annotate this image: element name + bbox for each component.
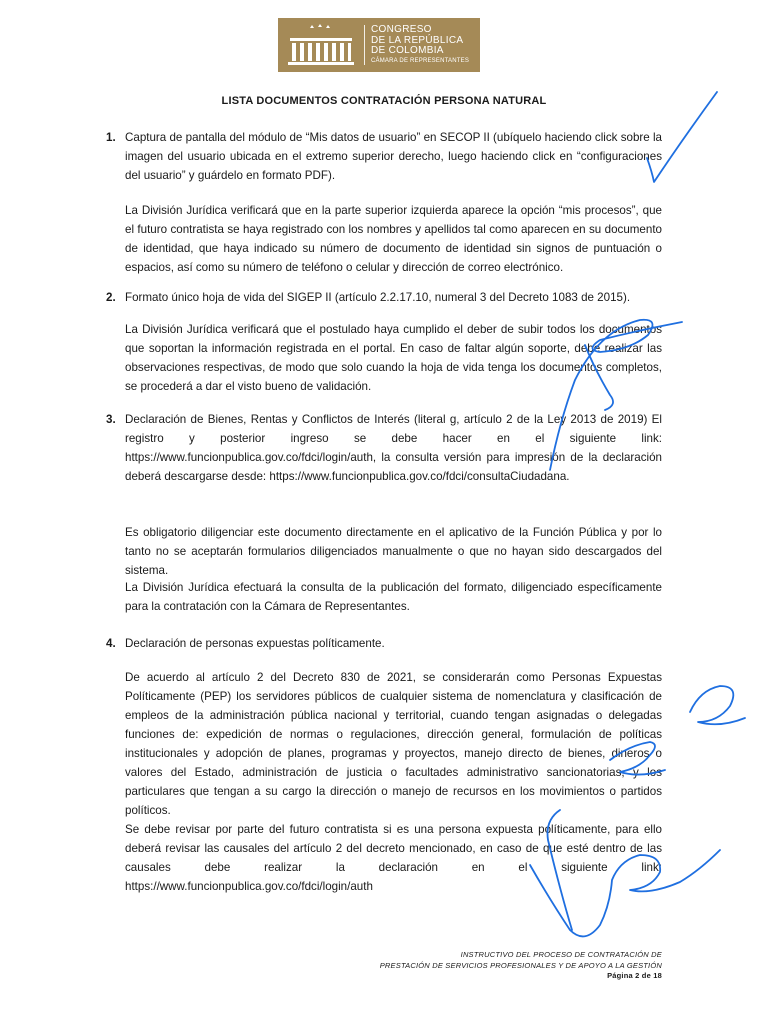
item-1-paragraph: La División Jurídica verificará que en la parte superior izquierda aparece la opción “mis procesos”, que el futuro contratista se haya registrado con los nombres y apellidos tal como aparecen en su documento de identidad, que haya indicado su número de documento de identidad sin signos de puntuación o espacios, así como su número de teléfono o celular y dirección de correo electrónico. xyxy=(125,204,662,274)
logo-text xyxy=(365,25,480,65)
signature-stroke-3 xyxy=(690,686,745,724)
logo-line-2: DE LA REPÚBLICA xyxy=(371,34,464,46)
item-text: Captura de pantalla del módulo de “Mis datos de usuario” en SECOP II (ubíquelo haciendo click sobre la imagen del usuario ubicada en el extremo superior derecho, luego haciendo click en “configuraciones del usuario” y guárdelo en formato PDF). xyxy=(125,131,662,182)
item-number: 2. xyxy=(106,291,116,304)
item-number: 4. xyxy=(106,637,116,650)
logo-subline: CÁMARA DE REPRESENTANTES xyxy=(371,57,470,64)
item-number: 3. xyxy=(106,413,116,426)
document-title: LISTA DOCUMENTOS CONTRATACIÓN PERSONA NATURAL xyxy=(221,95,547,107)
item-number: 1. xyxy=(106,131,116,144)
item-3-paragraph-1: Es obligatorio diligenciar este documento directamente en el aplicativo de la Función Pública y por lo tanto no se aceptarán formularios diligenciados manualmente o que no hayan sido descargados del sistema. xyxy=(125,526,662,577)
item-3-paragraph-2: La División Jurídica efectuará la consulta de la publicación del formato, diligenciado específicamente para la contratación con la Cámara de Representantes. xyxy=(125,581,662,613)
list-item-2 xyxy=(107,288,662,307)
page-footer xyxy=(380,950,662,982)
logo-line-1: CONGRESO xyxy=(371,24,432,36)
footer-line-1: INSTRUCTIVO DEL PROCESO DE CONTRATACIÓN DE xyxy=(460,950,662,959)
capitol-building-icon xyxy=(278,18,364,72)
item-text: Declaración de personas expuestas políticamente. xyxy=(125,637,385,650)
logo-divider xyxy=(364,25,365,65)
item-text: Formato único hoja de vida del SIGEP II (artículo 2.2.17.10, numeral 3 del Decreto 1083 de 2015). xyxy=(125,291,631,304)
footer-line-2: PRESTACIÓN DE SERVICIOS PROFESIONALES Y DE APOYO A LA GESTIÓN xyxy=(379,960,662,970)
logo-line-3: DE COLOMBIA xyxy=(371,45,444,57)
item-4-paragraph-2: Se debe revisar por parte del futuro contratista si es una persona expuesta políticamente, para ello deberá revisar las causales del artículo 2 del decreto mencionado, en caso de que esté dentro de las causales debe realizar la declaración en el siguiente link: https://www.funcionpublica.gov.co/fdci/login/auth xyxy=(125,823,662,893)
item-4-paragraph-1: De acuerdo al artículo 2 del Decreto 830 de 2021, se considerarán como Personas Expuestas Políticamente (PEP) los servidores públicos de cualquier sistema de nomenclatura y clasificación de empleos de la administración pública nacional y territorial, cuando tengan asignadas o delegadas funciones de: expedición de normas o regulaciones, dirección general, formulación de políticas institucionales y adopción de planes, programas y proyectos, manejo directo de bienes, dineros o valores del Estado, administración de justicia o facultades administrativo sancionatorias, y los particulares que tengan a su cargo la dirección o manejo de recursos en los movimientos o partidos políticos. xyxy=(125,671,662,817)
congreso-logo xyxy=(278,18,480,72)
list-item-1 xyxy=(107,128,662,185)
item-2-paragraph: La División Jurídica verificará que el postulado haya cumplido el deber de subir todos los documentos que soportan la información registrada en el portal. En caso de faltar algún soporte, debe realizar las observaciones respectivas, de modo que solo cuando la hoja de vida tenga los documentos completos, se procederá a dar el visto bueno de validación. xyxy=(125,323,662,393)
list-item-3 xyxy=(107,410,662,486)
page-number: Página 2 de 18 xyxy=(607,971,662,980)
item-text: Declaración de Bienes, Rentas y Conflictos de Interés (literal g, artículo 2 de la Ley 2013 de 2019) El registro y posterior ingreso se debe hacer en el siguiente link: https://www.funcionpublica.gov.co/fdci/login/auth, la consulta versión para impresión de la declaración deberá descargarse desde: https://www.funcionpublica.gov.co/fdci/consultaCiudadana. xyxy=(125,413,662,483)
list-item-4 xyxy=(107,634,662,653)
